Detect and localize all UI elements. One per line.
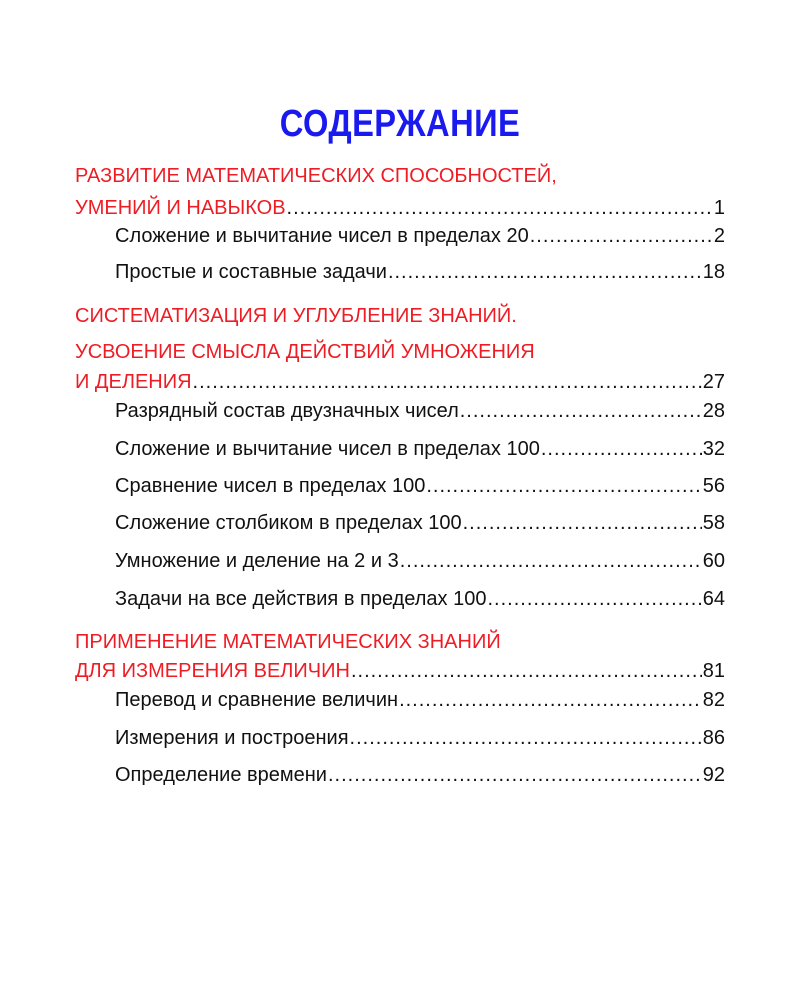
dot-leader — [487, 585, 701, 613]
dot-leader — [530, 222, 713, 250]
toc-section-heading — [75, 338, 725, 366]
toc-section-entry[interactable] — [75, 657, 725, 685]
toc-page-number: 28 — [702, 400, 725, 422]
toc-item[interactable] — [115, 724, 725, 752]
toc-section-heading — [75, 628, 725, 656]
toc-item-text: Разрядный состав двузначных чисел — [115, 400, 459, 422]
toc-page-number: 18 — [702, 261, 725, 283]
toc-item[interactable] — [115, 258, 725, 286]
toc-page-number: 1 — [713, 197, 725, 219]
toc-item-text: Сложение и вычитание чисел в пределах 20 — [115, 225, 529, 247]
toc-item-text: Задачи на все действия в пределах 100 — [115, 588, 487, 610]
toc-section-text: ДЛЯ ИЗМЕРЕНИЯ ВЕЛИЧИН — [75, 660, 350, 682]
toc-page-number: 82 — [702, 689, 725, 711]
toc-page-number: 32 — [702, 438, 725, 460]
toc-item[interactable] — [115, 397, 725, 425]
toc-item[interactable] — [115, 686, 725, 714]
dot-leader — [460, 397, 702, 425]
dot-leader — [351, 657, 702, 685]
dot-leader — [193, 368, 702, 396]
dot-leader — [350, 724, 702, 752]
toc-section-entry[interactable] — [75, 194, 725, 222]
toc-item-text: Перевод и сравнение величин — [115, 689, 399, 711]
dot-leader — [287, 194, 713, 222]
toc-item[interactable] — [115, 761, 725, 789]
toc-item[interactable] — [115, 509, 725, 537]
dot-leader — [399, 686, 702, 714]
toc-section-text: ПРИМЕНЕНИЕ МАТЕМАТИЧЕСКИХ ЗНАНИЙ — [75, 631, 501, 653]
toc-item-text: Измерения и построения — [115, 727, 349, 749]
dot-leader — [328, 761, 702, 789]
dot-leader — [388, 258, 702, 286]
toc-item-text: Сравнение чисел в пределах 100 — [115, 475, 426, 497]
toc-page-number: 92 — [702, 764, 725, 786]
toc-item-text: Сложение и вычитание чисел в пределах 100 — [115, 438, 540, 460]
toc-item[interactable] — [115, 472, 725, 500]
page-title: СОДЕРЖАНИЕ — [279, 103, 521, 145]
toc-section-entry[interactable] — [75, 368, 725, 396]
toc-item[interactable] — [115, 547, 725, 575]
dot-leader — [463, 509, 702, 537]
toc-page-number: 86 — [702, 727, 725, 749]
toc-page-number: 81 — [702, 660, 725, 682]
dot-leader — [541, 435, 702, 463]
toc-section-heading — [75, 162, 725, 190]
toc-section-text: СИСТЕМАТИЗАЦИЯ И УГЛУБЛЕНИЕ ЗНАНИЙ. — [75, 305, 517, 327]
toc-section-text: РАЗВИТИЕ МАТЕМАТИЧЕСКИХ СПОСОБНОСТЕЙ, — [75, 165, 557, 187]
toc-page-number: 27 — [702, 371, 725, 393]
toc-item-text: Умножение и деление на 2 и 3 — [115, 550, 399, 572]
dot-leader — [426, 472, 701, 500]
toc-item[interactable] — [115, 222, 725, 250]
toc-item[interactable] — [115, 585, 725, 613]
toc-item-text: Сложение столбиком в пределах 100 — [115, 512, 462, 534]
toc-page-number: 64 — [702, 588, 725, 610]
dot-leader — [400, 547, 702, 575]
toc-section-heading — [75, 302, 725, 330]
toc-page-number: 56 — [702, 475, 725, 497]
toc-section-text: УСВОЕНИЕ СМЫСЛА ДЕЙСТВИЙ УМНОЖЕНИЯ — [75, 341, 535, 363]
toc-page-number: 2 — [713, 225, 725, 247]
toc-item[interactable] — [115, 435, 725, 463]
toc-item-text: Определение времени — [115, 764, 327, 786]
toc-item-text: Простые и составные задачи — [115, 261, 387, 283]
toc-section-text: УМЕНИЙ И НАВЫКОВ — [75, 197, 286, 219]
toc-section-text: И ДЕЛЕНИЯ — [75, 371, 192, 393]
toc-page-number: 58 — [702, 512, 725, 534]
toc-page-number: 60 — [702, 550, 725, 572]
